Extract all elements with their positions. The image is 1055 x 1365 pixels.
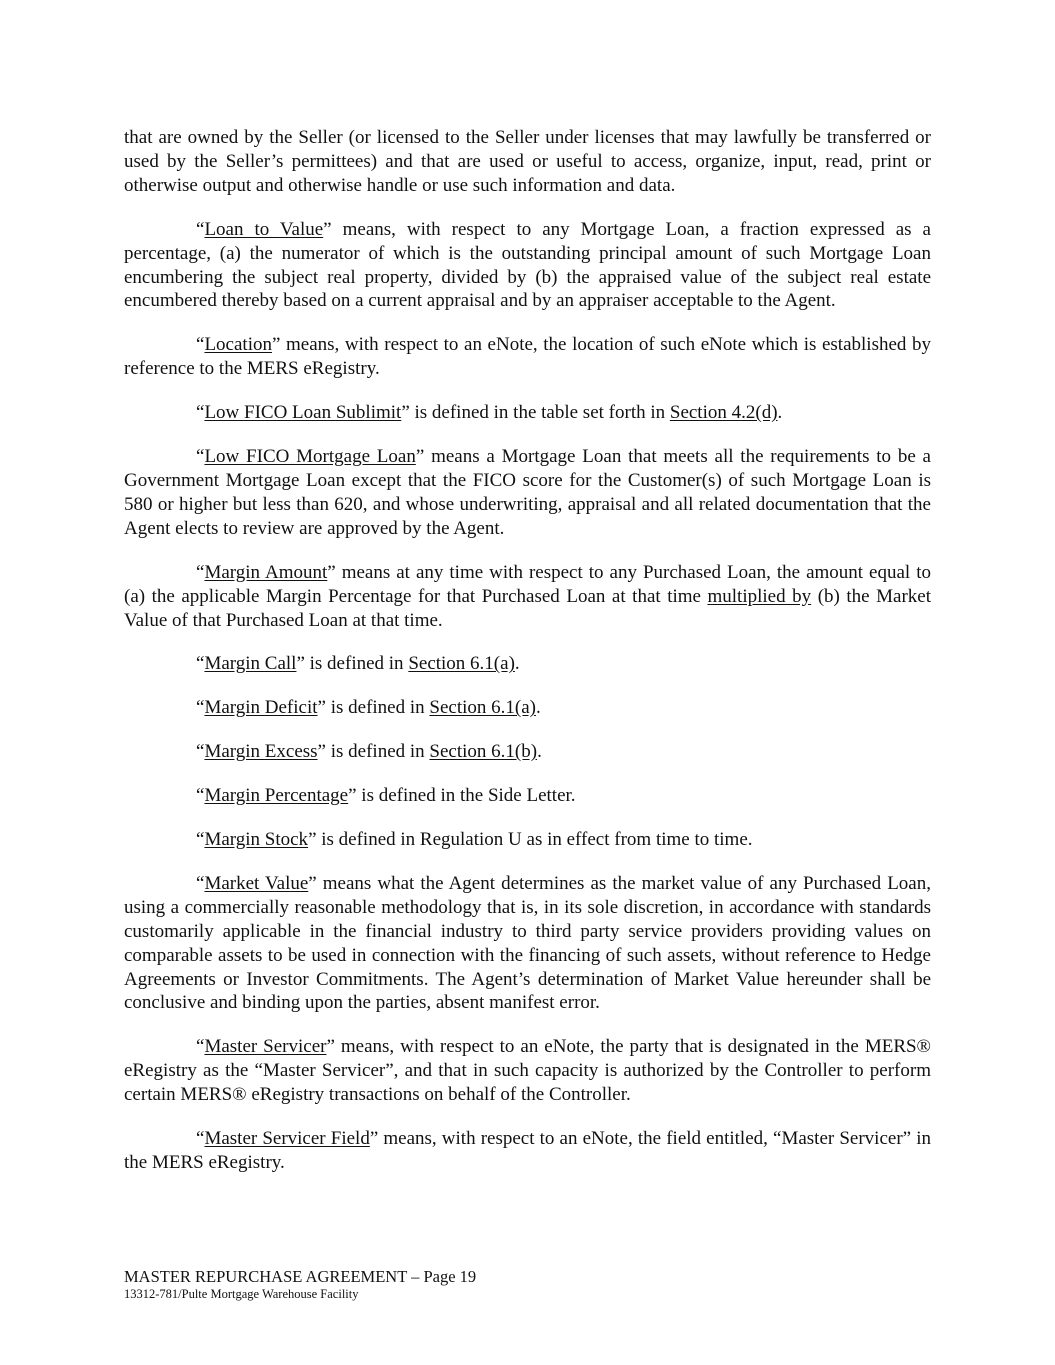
definition-paragraph (124, 401, 931, 425)
paragraph-text: “ (196, 872, 205, 894)
paragraph-text: “ (196, 653, 205, 675)
paragraph-text: ” means what the Agent determines as the market value of any Purchased Loan, using a commercially reasonable methodology that is, in its sole discretion, in accordance with standards customarily applicable in the financial industry to third party service providers providing values on comparable assets to be used in connection with the financing of such assets, without reference to Hedge Agreements or Investor Commitments. The Agent’s determination of Market Value hereunder shall be conclusive and binding upon the parties, absent manifest error. (124, 872, 931, 1014)
defined-term: Loan to Value (204, 218, 324, 240)
paragraph-text: . (535, 697, 541, 719)
definition-paragraph (124, 652, 931, 676)
defined-term: Section 6.1(a) (429, 697, 536, 719)
definition-paragraph (124, 1035, 931, 1107)
paragraph-text: “ (196, 446, 205, 468)
definition-paragraph (124, 828, 931, 852)
defined-term: Location (204, 334, 272, 356)
paragraph-text: ” means, with respect to any Mortgage Loan, a fraction expressed as a percentage, (a) the numerator of which is the outstanding principal amount of such Mortgage Loan encumbering the subject real property, divided by (b) the appraised value of the subject real estate encumbered thereby based on a current appraisal and by an appraiser acceptable to the Agent. (124, 218, 931, 312)
paragraph-text: “ (196, 334, 205, 356)
definitions-list (124, 126, 931, 1175)
definition-paragraph (124, 1127, 931, 1175)
page-footer (124, 1267, 931, 1302)
definition-paragraph (124, 784, 931, 808)
paragraph-text: ” means a Mortgage Loan that meets all the requirements to be a Government Mortgage Loan except that the FICO score for the Customer(s) of such Mortgage Loan is 580 or higher but less than 620, and whose underwriting, appraisal and all related documentation that the Agent elects to review are approved by the Agent. (124, 446, 931, 539)
definition-paragraph (124, 333, 931, 381)
paragraph-text: ” is defined in the Side Letter. (348, 785, 576, 807)
definition-paragraph (124, 740, 931, 764)
paragraph-text: “ (196, 697, 205, 719)
paragraph-text: “ (196, 785, 205, 807)
defined-term: Master Servicer (204, 1036, 327, 1058)
paragraph-text: “ (196, 561, 205, 583)
definition-paragraph (124, 218, 931, 314)
paragraph-text: . (537, 741, 542, 763)
defined-term: Master Servicer Field (204, 1128, 370, 1150)
definition-paragraph (124, 872, 931, 1015)
defined-term: Section 6.1(a) (408, 653, 515, 675)
paragraph-text: ” is defined in the table set forth in (401, 402, 670, 424)
document-body (124, 126, 931, 1195)
paragraph-text: ” means, with respect to an eNote, the field entitled, “Master Servicer” in the MERS eRegistry. (124, 1128, 931, 1173)
paragraph-text: (b) the Market Value of that Purchased Loan at that time. (124, 585, 932, 631)
definition-paragraph (124, 696, 931, 720)
paragraph-text: ” means at any time with respect to any Purchased Loan, the amount equal to (a) the applicable Margin Percentage for that Purchased Loan at that time (124, 561, 931, 607)
paragraph-text: ” is defined in Regulation U as in effect from time to time. (308, 829, 753, 851)
definition-paragraph (124, 561, 931, 633)
defined-term: Section 6.1(b) (429, 741, 538, 763)
defined-term: Margin Call (204, 653, 297, 675)
footer-doc-reference: 13312-781/Pulte Mortgage Warehouse Facility (124, 1287, 359, 1301)
paragraph-text: ” is defined in (296, 653, 409, 675)
paragraph-text: ” is defined in (317, 741, 430, 763)
defined-term: Market Value (204, 872, 309, 894)
defined-term: Section 4.2(d) (669, 402, 778, 424)
defined-term: Low FICO Loan Sublimit (204, 402, 402, 424)
footer-title: MASTER REPURCHASE AGREEMENT – Page 19 (124, 1267, 477, 1286)
paragraph-text: ” is defined in (317, 697, 430, 719)
defined-term: Low FICO Mortgage Loan (204, 446, 416, 468)
defined-term: Margin Amount (204, 561, 328, 583)
paragraph-text: that are owned by the Seller (or licensed to the Seller under licenses that may lawfully be transferred or used by the Seller’s permittees) and that are used or useful to access, organize, input, read, print or otherwise output and otherwise handle or use such information and data. (124, 127, 931, 196)
paragraph-text: ” means, with respect to an eNote, the party that is designated in the MERS® eRegistry as the “Master Servicer”, and that in such capacity is authorized by the Controller to perform certain MERS® eRegistry transactions on behalf of the Controller. (124, 1036, 931, 1106)
defined-term: multiplied by (707, 585, 812, 607)
paragraph-text: “ (196, 1036, 205, 1058)
defined-term: Margin Deficit (204, 697, 318, 719)
defined-term: Margin Stock (204, 829, 309, 851)
paragraph-text: “ (196, 1128, 205, 1150)
definition-paragraph (124, 126, 931, 198)
paragraph-text: . (777, 402, 783, 424)
paragraph-text: “ (196, 218, 205, 240)
defined-term: Margin Excess (204, 741, 318, 763)
paragraph-text: . (514, 653, 520, 675)
paragraph-text: “ (196, 829, 205, 851)
paragraph-text: ” means, with respect to an eNote, the location of such eNote which is established by reference to the MERS eRegistry. (124, 334, 931, 380)
definition-paragraph (124, 445, 931, 541)
paragraph-text: “ (196, 402, 205, 424)
defined-term: Margin Percentage (204, 785, 349, 807)
paragraph-text: “ (196, 741, 205, 763)
